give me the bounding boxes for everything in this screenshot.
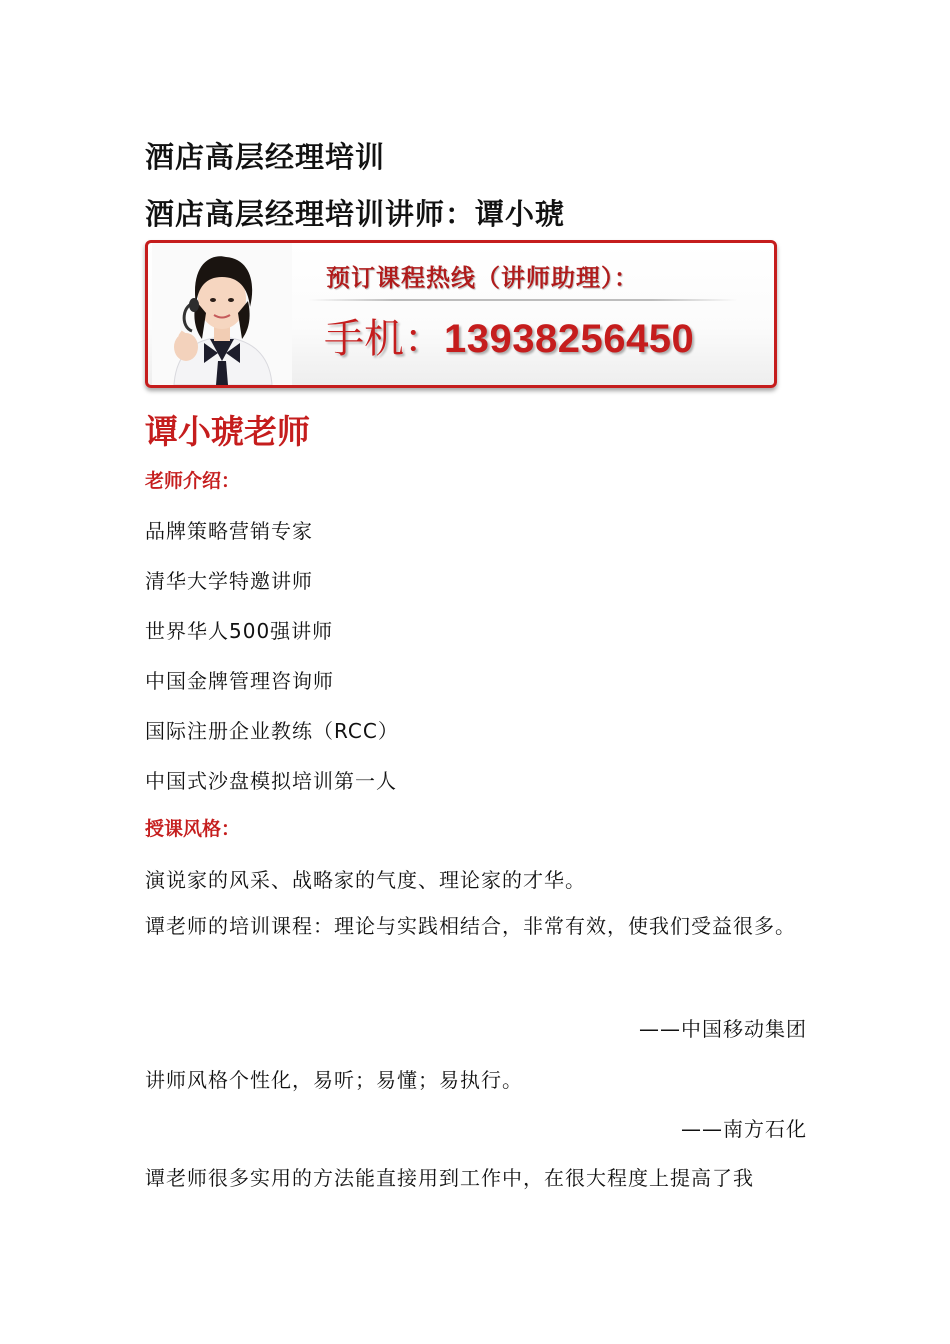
hotline-banner	[145, 240, 777, 388]
hotline-label: 预订课程热线（讲师助理）：	[326, 264, 639, 292]
page-title: 酒店高层经理培训	[145, 140, 386, 174]
intro-item: 中国金牌管理咨询师	[145, 669, 334, 693]
testimonial-text: 谭老师很多实用的方法能直接用到工作中，在很大程度上提高了我	[145, 1166, 754, 1190]
testimonial-text: 谭老师的培训课程：理论与实践相结合，非常有效，使我们受益很多。	[145, 914, 796, 938]
call-center-woman-image	[152, 243, 292, 385]
testimonial-source: ——南方石化	[681, 1117, 807, 1141]
intro-section-heading: 老师介绍：	[145, 470, 241, 492]
intro-item: 国际注册企业教练（RCC）	[145, 719, 399, 743]
intro-item: 中国式沙盘模拟培训第一人	[145, 769, 397, 793]
testimonial-text: 讲师风格个性化，易听；易懂；易执行。	[145, 1068, 523, 1092]
phone-label: 手机：	[324, 317, 444, 361]
phone-number: 13938256450	[444, 317, 695, 361]
intro-item: 清华大学特邀讲师	[145, 569, 313, 593]
teacher-name-heading: 谭小琥老师	[145, 412, 310, 451]
banner-divider	[308, 299, 738, 301]
intro-item: 品牌策略营销专家	[145, 519, 313, 543]
page-subtitle: 酒店高层经理培训讲师：谭小琥	[145, 197, 566, 231]
testimonial-source: ——中国移动集团	[639, 1017, 807, 1041]
phone-row	[324, 307, 694, 364]
style-description: 演说家的风采、战略家的气度、理论家的才华。	[145, 868, 586, 892]
style-section-heading: 授课风格：	[145, 818, 241, 840]
intro-item: 世界华人500强讲师	[145, 619, 334, 643]
